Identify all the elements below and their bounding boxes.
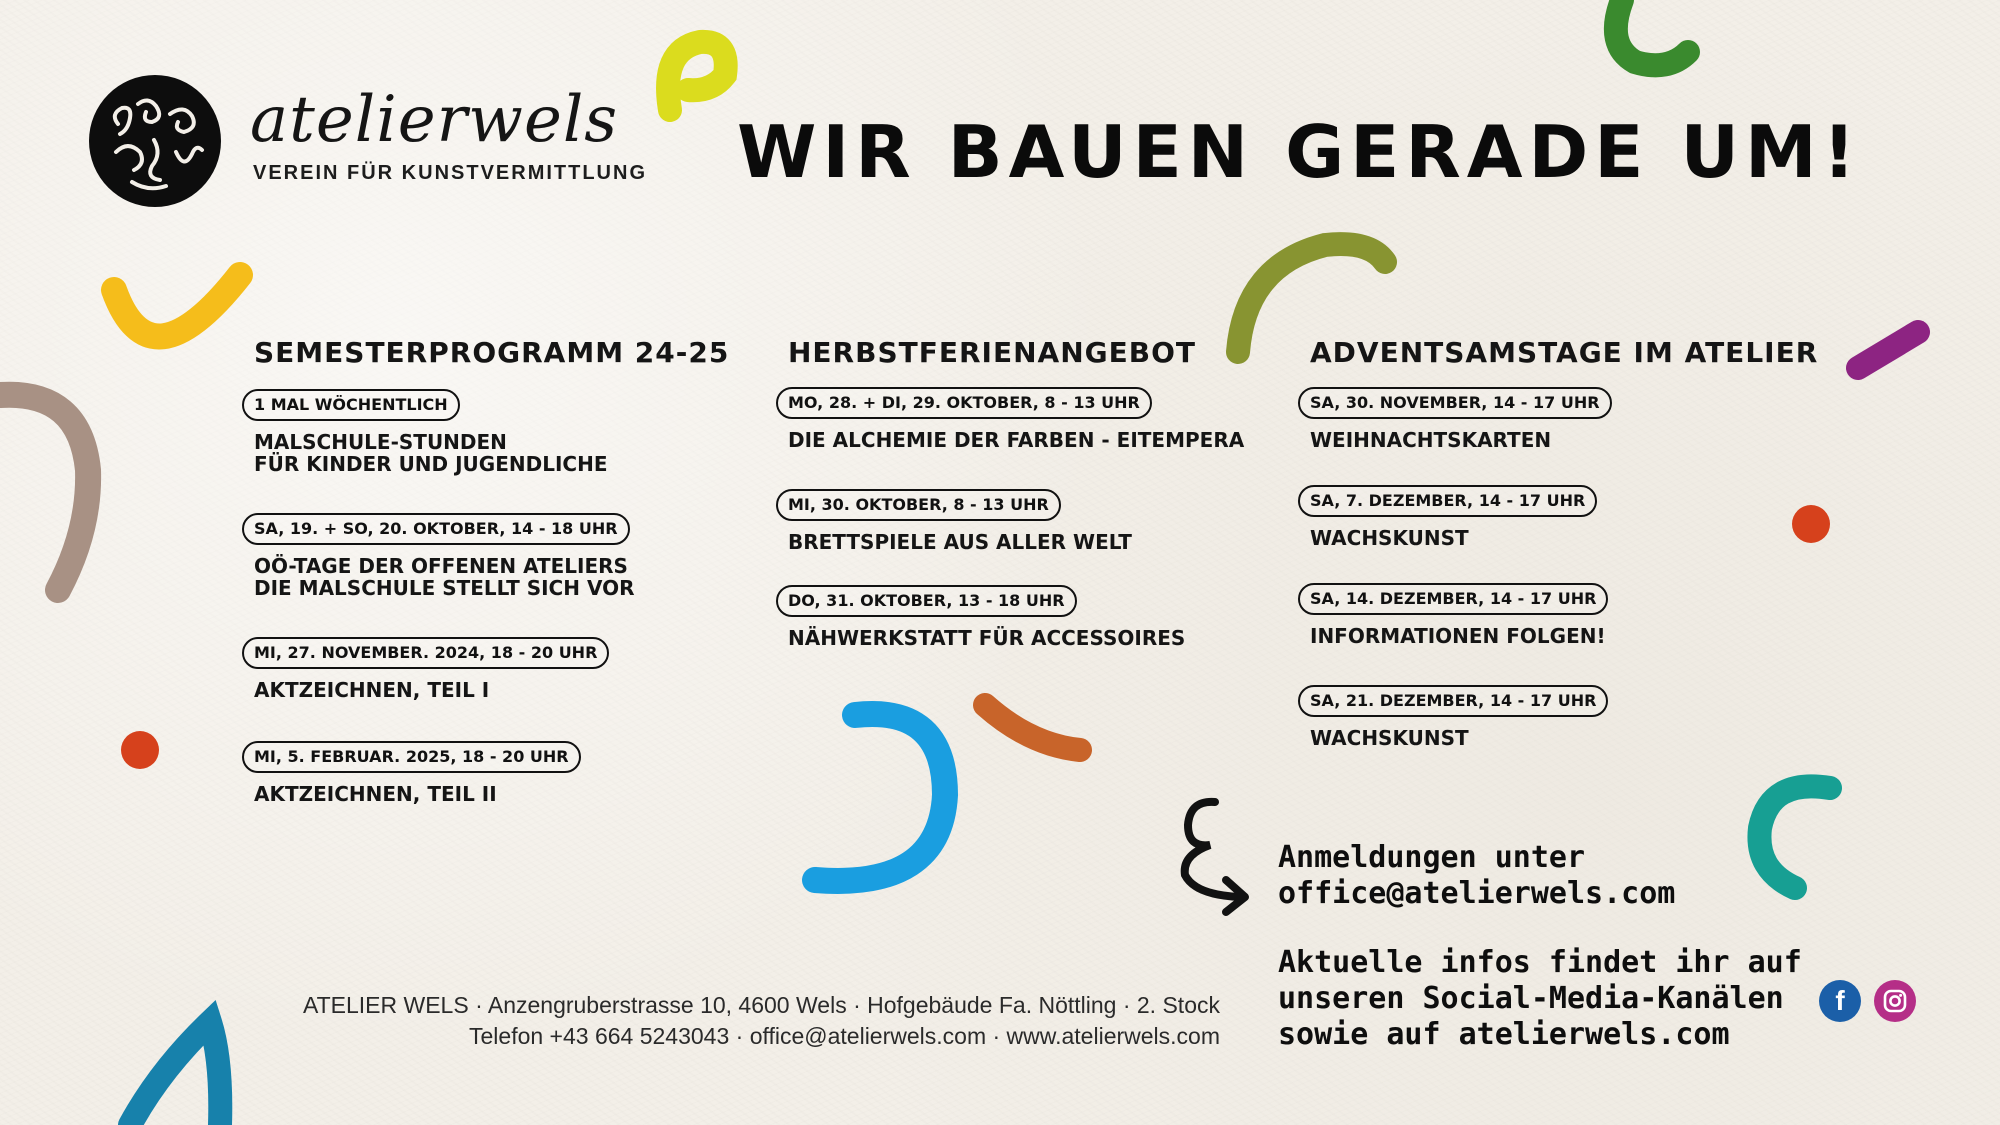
teal-arc-shape	[1759, 786, 1830, 888]
page-headline: WIR BAUEN GERADE UM!	[737, 110, 1862, 194]
facebook-icon[interactable]	[1819, 980, 1861, 1022]
event-title: OÖ-TAGE DER OFFENEN ATELIERS	[254, 554, 628, 578]
lime-hook-shape	[668, 42, 726, 110]
event-title: WEIHNACHTSKARTEN	[1310, 428, 1552, 452]
event-item	[242, 741, 581, 805]
footer-address	[303, 990, 1220, 1052]
event-title: AKTZEICHNEN, TEIL II	[254, 782, 497, 806]
event-title: NÄHWERKSTATT FÜR ACCESSOIRES	[788, 626, 1186, 650]
red-dot-right	[1792, 505, 1830, 543]
event-date-pill: SA, 30. NOVEMBER, 14 - 17 UHR	[1298, 387, 1612, 419]
address-line: ATELIER WELS · Anzengruberstrasse 10, 4600 Wels · Hofgebäude Fa. Nöttling · 2. Stock	[302, 992, 1220, 1018]
event-item	[242, 513, 634, 599]
event-date-pill: MI, 30. OKTOBER, 8 - 13 UHR	[776, 489, 1061, 521]
purple-dash-shape	[1858, 332, 1918, 368]
event-date-pill: MO, 28. + DI, 29. OKTOBER, 8 - 13 UHR	[776, 387, 1152, 419]
event-date-pill: SA, 7. DEZEMBER, 14 - 17 UHR	[1298, 485, 1597, 517]
event-date-pill: SA, 21. DEZEMBER, 14 - 17 UHR	[1298, 685, 1608, 717]
event-title: WACHSKUNST	[1310, 526, 1469, 550]
event-date-pill: SA, 14. DEZEMBER, 14 - 17 UHR	[1298, 583, 1608, 615]
logo-mark-icon	[88, 74, 222, 208]
event-item	[776, 489, 1132, 553]
column-adventsamstage	[1298, 335, 1819, 750]
event-item	[1298, 583, 1608, 647]
event-item	[1298, 685, 1608, 749]
orange-arc-shape	[985, 705, 1080, 750]
red-dot-left	[121, 731, 159, 769]
column-title: ADVENTSAMSTAGE IM ATELIER	[1310, 336, 1819, 369]
event-title-line2: DIE MALSCHULE STELLT SICH VOR	[254, 576, 635, 600]
column-title: SEMESTERPROGRAMM 24-25	[254, 336, 730, 369]
event-title: MALSCHULE-STUNDEN	[254, 430, 507, 454]
facebook-glyph: f	[1835, 985, 1845, 1016]
event-item	[776, 585, 1185, 649]
info-line: Aktuelle infos findet ihr auf	[1278, 945, 1802, 980]
logo-tagline: VEREIN FÜR KUNSTVERMITTLUNG	[253, 162, 647, 184]
signup-line: Anmeldungen unter	[1278, 840, 1586, 875]
event-item	[242, 637, 609, 701]
event-item	[1298, 387, 1612, 451]
event-item	[1298, 485, 1597, 549]
signup-note	[1278, 840, 1675, 912]
event-title-line2: FÜR KINDER UND JUGENDLICHE	[254, 452, 608, 476]
column-semesterprogramm	[242, 335, 730, 806]
event-title: BRETTSPIELE AUS ALLER WELT	[788, 530, 1132, 554]
green-arc-shape	[1616, 0, 1688, 65]
signup-email-link[interactable]: office@atelierwels.com	[1278, 876, 1676, 911]
event-date-pill: MI, 27. NOVEMBER. 2024, 18 - 20 UHR	[242, 637, 609, 669]
arrow-icon	[1185, 802, 1240, 897]
info-note	[1278, 945, 1802, 1053]
event-item	[242, 389, 607, 475]
yellow-check-shape	[114, 275, 240, 337]
column-herbstferienangebot	[776, 335, 1245, 650]
instagram-icon[interactable]	[1874, 980, 1916, 1022]
event-date-pill: DO, 31. OKTOBER, 13 - 18 UHR	[776, 585, 1077, 617]
event-title: INFORMATIONEN FOLGEN!	[1310, 624, 1606, 648]
contact-line: Telefon +43 664 5243043 · office@atelierwels.com · www.atelierwels.com	[469, 1023, 1220, 1049]
event-date-pill: MI, 5. FEBRUAR. 2025, 18 - 20 UHR	[242, 741, 581, 773]
event-item	[776, 387, 1244, 451]
event-title: WACHSKUNST	[1310, 726, 1469, 750]
info-line: unseren Social-Media-Kanälen	[1278, 981, 1784, 1016]
event-title: DIE ALCHEMIE DER FARBEN - EITEMPERA	[788, 428, 1245, 452]
column-title: HERBSTFERIENANGEBOT	[788, 336, 1196, 369]
info-website-line: sowie auf atelierwels.com	[1278, 1017, 1730, 1052]
event-date-pill: SA, 19. + SO, 20. OKTOBER, 14 - 18 UHR	[242, 513, 630, 545]
taupe-arc-shape	[0, 395, 88, 590]
petrol-arc-shape	[130, 1022, 220, 1125]
blue-arc-shape	[815, 714, 945, 881]
event-title: AKTZEICHNEN, TEIL I	[254, 678, 490, 702]
event-date-pill: 1 MAL WÖCHENTLICH	[242, 389, 460, 421]
logo-wordmark: atelierwels	[250, 83, 619, 157]
arrow-head	[1226, 880, 1245, 912]
instagram-glyph	[1882, 988, 1908, 1014]
